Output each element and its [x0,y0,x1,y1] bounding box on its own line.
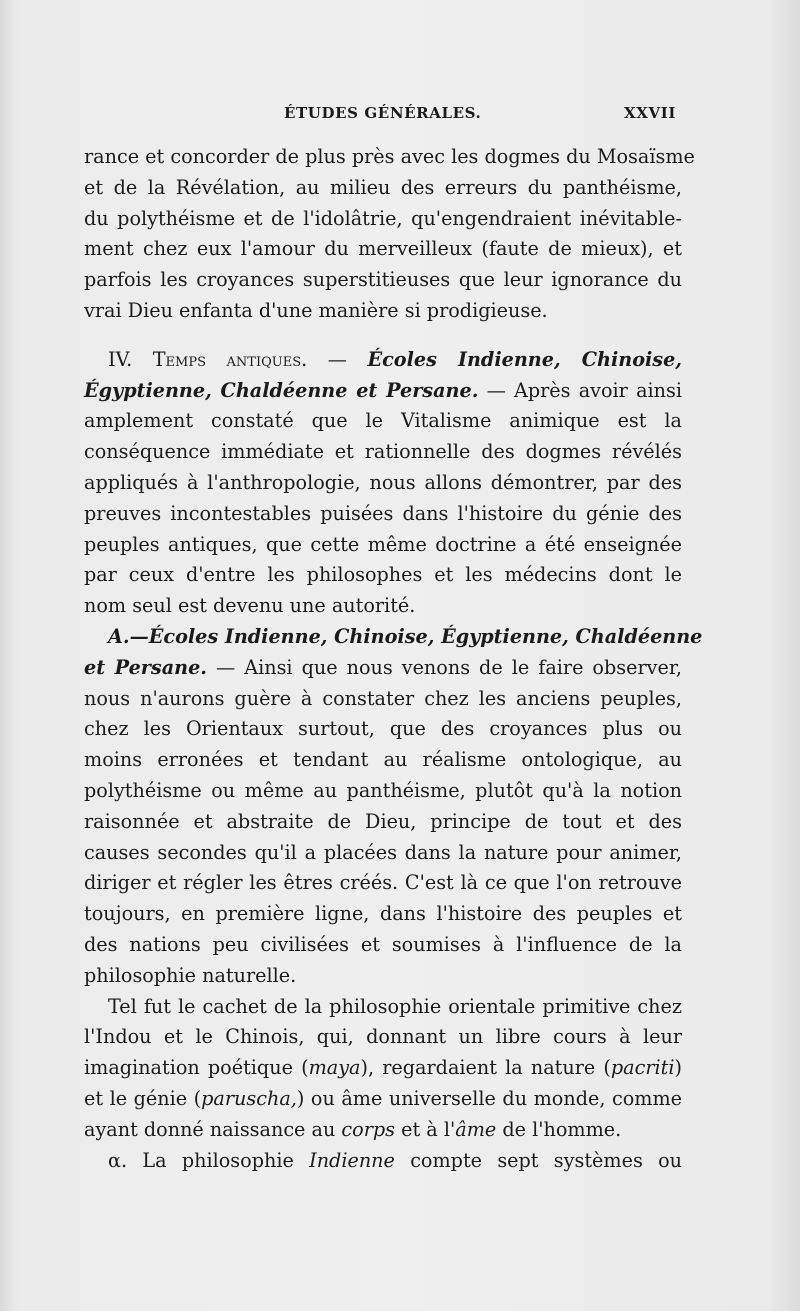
text-line: philosophie naturelle. [84,963,297,987]
text-line: amplement constaté que le Vitalisme animique est la [84,409,682,433]
italic-term: corps [341,1117,396,1141]
text-fragment: ), regardaient la nature ( [360,1056,611,1080]
text-line [84,376,682,407]
text-line: polythéisme ou même au panthéisme, plutôt qu'à la notion [84,778,682,802]
page-body [84,142,703,1176]
page-number: XXVII [624,104,676,122]
text-fragment: imagination poétique ( [84,1056,309,1080]
section-title: Temps antiques. [152,347,308,371]
subsection-title-cont: et Persane. [84,655,207,679]
text-line: peuples antiques, que cette même doctrine a été enseignée [84,532,682,556]
text-fragment: Après avoir ainsi [514,378,682,402]
text-fragment: ) ou âme universelle du monde, comme [296,1086,682,1110]
text-line: vrai Dieu enfanta d'une manière si prodigieuse. [84,298,548,322]
paragraph-gap [84,327,682,345]
text-line: chez les Orientaux surtout, que des croyances plus ou [84,717,682,741]
italic-term: maya [308,1056,361,1080]
em-dash: — [486,378,506,402]
text-fragment: ) [674,1056,682,1080]
text-line: diriger et régler les êtres créés. C'est là ce que l'on retrouve [84,871,682,895]
text-line: Tel fut le cachet de la philosophie orientale primitive chez [108,994,682,1018]
text-line [84,1053,682,1084]
text-line: raisonnée et abstraite de Dieu, principe de tout et des [84,809,682,833]
subsection-title: A.—Écoles Indienne, Chinoise, Égyptienne, Chaldéenne [108,624,703,648]
text-line: parfois les croyances superstitieuses que leur ignorance du [84,268,682,292]
text-line: nous n'aurons guère à constater chez les anciens peuples, [84,686,682,710]
text-line: ment chez eux l'amour du merveilleux (faute de mieux), et [84,237,682,261]
text-line: nom seul est devenu une autorité. [84,594,416,618]
text-line: preuves incontestables puisées dans l'histoire du génie des [84,501,682,525]
section-subtitle: Écoles Indienne, Chinoise, [367,347,682,371]
italic-term: Indienne [309,1148,395,1172]
text-line: des nations peu civilisées et soumises à l'influence de la [84,932,682,956]
subsection-heading-a [84,622,703,653]
text-line: moins erronées et tendant au réalisme ontologique, au [84,748,682,772]
em-dash: — [327,347,347,371]
text-line [84,1146,682,1177]
section-numeral: IV. [108,347,133,371]
text-line: causes secondes qu'il a placées dans la nature pour animer, [84,840,682,864]
running-header [84,104,676,132]
text-fragment: La philosophie [142,1148,310,1172]
text-fragment: et le génie ( [84,1086,202,1110]
text-line: conséquence immédiate et rationnelle des dogmes révélés [84,440,682,464]
text-line: appliqués à l'anthropologie, nous allons démontrer, par des [84,470,682,494]
text-fragment: Ainsi que nous venons de le faire observer, [244,655,683,679]
text-line: toujours, en première ligne, dans l'histoire des peuples et [84,902,682,926]
text-fragment: de l'homme. [496,1117,622,1141]
italic-term: âme [455,1117,497,1141]
text-fragment: ayant donné naissance au [84,1117,342,1141]
em-dash: — [216,655,236,679]
text-line: l'Indou et le Chinois, qui, donnant un libre cours à leur [84,1025,682,1049]
text-line [84,653,682,684]
section-heading-iv [84,345,682,376]
italic-term: pacriti [610,1056,675,1080]
text-fragment: compte sept systèmes ou [394,1148,682,1172]
running-title: ÉTUDES GÉNÉRALES. [284,104,482,122]
text-line: rance et concorder de plus près avec les dogmes du Mosaïsme [84,145,695,168]
text-line: et de la Révélation, au milieu des erreurs du panthéisme, [84,175,682,199]
italic-term: paruscha, [201,1086,297,1110]
section-subtitle-cont: Égyptienne, Chaldéenne et Persane. [84,378,479,402]
text-line [84,1115,682,1146]
text-line: par ceux d'entre les philosophes et les médecins dont le [84,563,682,587]
list-marker: α. [108,1148,128,1172]
text-line: du polythéisme et de l'idolâtrie, qu'engendraient inévitable- [84,206,682,230]
text-line [84,1084,682,1115]
text-fragment: et à l' [395,1117,456,1141]
